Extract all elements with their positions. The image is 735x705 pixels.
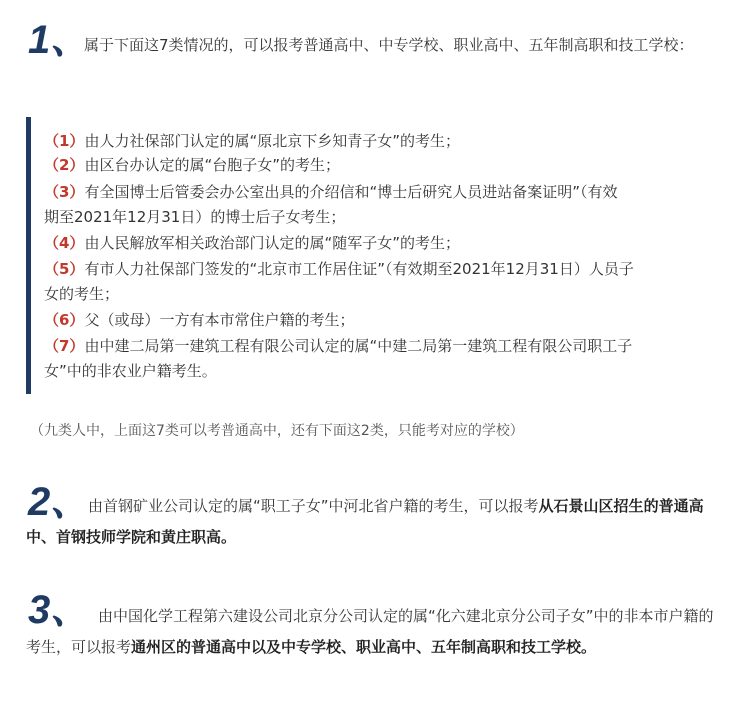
category-item-number: （3） xyxy=(44,183,85,201)
category-item-text: 由人民解放军相关政治部门认定的属“随军子女”的考生； xyxy=(84,234,460,252)
category-item-continuation: 女的考生； xyxy=(44,285,120,303)
category-item-continuation: 期至2021年12月31日）的博士后子女考生； xyxy=(44,208,346,226)
category-item xyxy=(44,231,460,255)
section-2-number: 2、 xyxy=(28,480,91,524)
section-1-text: 属于下面这7类情况的，可以报考普通高中、中专学校、职业高中、五年制高职和技工学校： xyxy=(84,36,694,54)
category-item-number: （4） xyxy=(44,234,85,252)
category-item xyxy=(44,153,340,177)
section-2-bold-2: 的普通高中、首钢技师学院和黄庄职高。 xyxy=(26,497,704,546)
section-1-number: 1、 xyxy=(28,18,91,62)
category-item xyxy=(44,129,460,153)
category-item-number: （7） xyxy=(44,337,85,355)
category-item xyxy=(44,334,632,358)
category-item-text: 有市人力社保部门签发的“北京市工作居住证”（有效期至2021年12月31日）人员子 xyxy=(84,260,634,278)
category-item xyxy=(44,257,634,281)
section-3-plain-2: 本市户籍的考生，可以报考 xyxy=(26,607,714,656)
section-3-bold-2: 学校。 xyxy=(551,638,597,656)
section-2-bold-1: 从石景山区招生 xyxy=(538,497,644,515)
section-3-plain-1: 由中国化学工程第六建设公司北京分公司认定的属“化六建北京分公司子女”中的非 xyxy=(98,607,639,625)
category-item-text: 由人力社保部门认定的属“原北京下乡知青子女”的考生； xyxy=(84,132,460,150)
category-item-text: 由中建二局第一建筑工程有限公司认定的属“中建二局第一建筑工程有限公司职工子 xyxy=(84,337,633,355)
category-item xyxy=(44,180,617,204)
section-2-plain: 由首钢矿业公司认定的属“职工子女”中河北省户籍的考生，可以报考 xyxy=(88,497,539,515)
category-item-number: （5） xyxy=(44,260,85,278)
category-item-number: （2） xyxy=(44,156,85,174)
section-3-text xyxy=(26,601,716,663)
section-3-number: 3、 xyxy=(28,588,91,632)
category-item-number: （6） xyxy=(44,311,85,329)
section-3-bold-1: 通州区的普通高中以及中专学校、职业高中、五年制高职和技工 xyxy=(131,638,552,656)
category-item-number: （1） xyxy=(44,132,85,150)
category-item xyxy=(44,308,354,332)
category-item-text: 由区台办认定的属“台胞子女”的考生； xyxy=(84,156,340,174)
category-item-text: 有全国博士后管委会办公室出具的介绍信和“博士后研究人员进站备案证明”（有效 xyxy=(84,183,618,201)
category-item-text: 父（或母）一方有本市常住户籍的考生； xyxy=(84,311,355,329)
note-text: （九类人中，上面这7类可以考普通高中，还有下面这2类，只能考对应的学校） xyxy=(30,423,524,439)
section-2-text xyxy=(26,491,711,553)
category-item-continuation: 女”中的非农业户籍考生。 xyxy=(44,362,217,380)
